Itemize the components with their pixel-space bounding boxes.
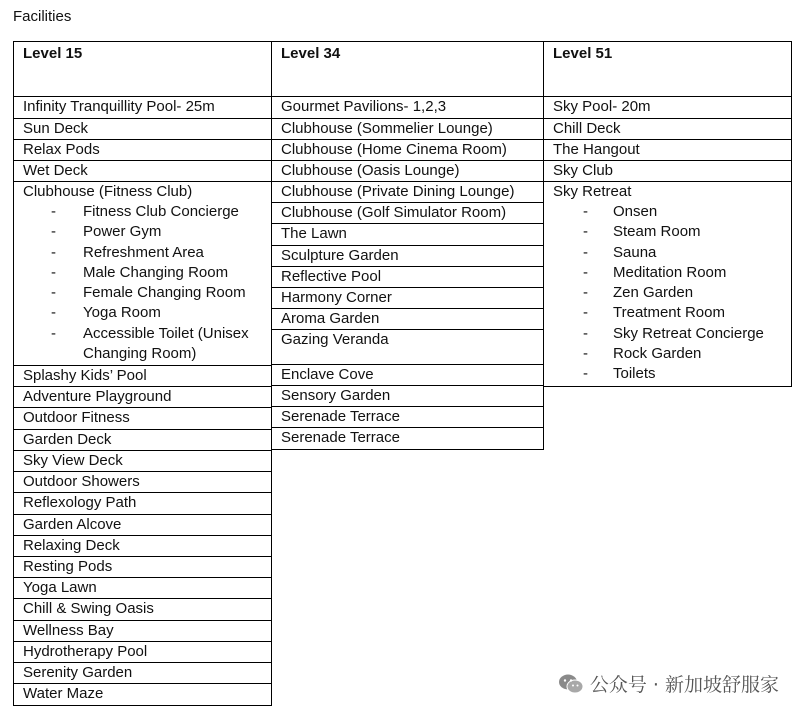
facility-label: Gazing Veranda <box>281 331 389 348</box>
facility-item <box>13 684 272 706</box>
facility-label: Gourmet Pavilions- 1,2,3 <box>281 98 447 115</box>
facility-label: Harmony Corner <box>281 289 392 306</box>
facility-label: The Hangout <box>553 141 640 158</box>
facility-item <box>13 578 272 599</box>
facility-item <box>272 140 544 161</box>
sub-facility-item <box>23 283 262 303</box>
facility-item <box>13 119 272 140</box>
facility-label: Clubhouse (Home Cinema Room) <box>281 141 507 158</box>
facility-label: Clubhouse (Oasis Lounge) <box>281 162 460 179</box>
facility-label: Sky Club <box>553 162 614 179</box>
facility-item <box>544 161 792 182</box>
facility-item <box>272 203 544 224</box>
facility-label: Water Maze <box>23 685 104 702</box>
facility-label: Clubhouse (Fitness Club) <box>23 183 193 200</box>
facility-item <box>13 557 272 578</box>
facility-label: Reflective Pool <box>281 268 382 285</box>
facility-item <box>272 407 544 428</box>
facility-label: Garden Alcove <box>23 516 122 533</box>
column-level-51 <box>544 41 792 387</box>
facility-item <box>272 428 544 450</box>
facility-item <box>272 246 544 267</box>
sub-facility-label: Toilets <box>613 365 656 383</box>
bullet-dash: - <box>583 243 588 261</box>
bullet-dash: - <box>51 304 56 322</box>
facility-label: Chill Deck <box>553 120 621 137</box>
sub-facility-label: Treatment Room <box>613 304 725 322</box>
facility-item <box>13 140 272 161</box>
sub-facility-item <box>553 243 782 263</box>
sub-facility-label: Power Gym <box>83 223 162 241</box>
bullet-dash: - <box>583 324 588 342</box>
facility-label: Yoga Lawn <box>23 579 97 596</box>
facility-list <box>544 97 792 387</box>
sub-facility-label: Accessible Toilet (Unisex Changing Room) <box>83 324 249 363</box>
facility-label: Relax Pods <box>23 141 100 158</box>
bullet-dash: - <box>583 304 588 322</box>
facility-group <box>544 182 792 387</box>
facility-label: Serenity Garden <box>23 664 133 681</box>
sub-facility-label: Male Changing Room <box>83 263 229 281</box>
facility-label: Outdoor Showers <box>23 473 140 490</box>
facility-label: Infinity Tranquillity Pool- 25m <box>23 98 215 115</box>
facility-item <box>272 119 544 140</box>
wechat-icon <box>558 673 584 695</box>
sub-facility-label: Sky Retreat Concierge <box>613 324 764 342</box>
facility-label: The Lawn <box>281 225 347 242</box>
facility-label: Reflexology Path <box>23 494 137 511</box>
sub-facility-item <box>23 324 262 365</box>
sub-facility-label: Onsen <box>613 203 658 220</box>
facility-group <box>13 182 272 366</box>
facility-label: Aroma Garden <box>281 310 380 327</box>
facility-item <box>13 387 272 408</box>
facility-label: Clubhouse (Sommelier Lounge) <box>281 120 493 137</box>
bullet-dash: - <box>583 263 588 281</box>
sub-facility-item <box>23 222 262 242</box>
facility-label: Wet Deck <box>23 162 88 179</box>
facility-label: Splashy Kids’ Pool <box>23 367 147 384</box>
facility-item <box>13 621 272 642</box>
bullet-dash: - <box>51 243 56 261</box>
facility-label: Outdoor Fitness <box>23 409 130 426</box>
facility-item <box>13 430 272 451</box>
facility-item <box>272 161 544 182</box>
sub-facility-item <box>553 303 782 323</box>
facility-item <box>272 365 544 386</box>
facility-item <box>272 224 544 246</box>
facility-item <box>272 182 544 203</box>
facility-label: Relaxing Deck <box>23 537 120 554</box>
facility-label: Garden Deck <box>23 431 112 448</box>
facility-item <box>13 451 272 472</box>
sub-facility-label: Zen Garden <box>613 284 694 302</box>
facility-item <box>272 288 544 309</box>
facility-label: Adventure Playground <box>23 388 172 405</box>
bullet-dash: - <box>51 284 56 302</box>
facility-label: Wellness Bay <box>23 622 114 639</box>
facility-item <box>13 493 272 515</box>
facility-label: Enclave Cove <box>281 366 374 383</box>
facility-item <box>13 97 272 119</box>
bullet-dash: - <box>583 223 588 241</box>
sub-facility-item <box>553 283 782 303</box>
bullet-dash: - <box>51 203 56 220</box>
sub-facility-label: Meditation Room <box>613 263 727 281</box>
facility-label: Sensory Garden <box>281 387 391 404</box>
sub-facility-item <box>553 324 782 344</box>
sub-facility-label: Sauna <box>613 243 657 261</box>
facility-label: Hydrotherapy Pool <box>23 643 148 660</box>
facility-label: Sky Pool- 20m <box>553 98 651 115</box>
sub-facility-label: Female Changing Room <box>83 284 246 302</box>
sub-facility-item <box>553 364 782 384</box>
facility-item <box>13 599 272 621</box>
page-title: Facilities <box>13 8 72 25</box>
facility-label: Sculpture Garden <box>281 247 399 264</box>
facility-list <box>272 97 544 450</box>
facility-label: Chill & Swing Oasis <box>23 600 154 617</box>
sub-facility-label: Refreshment Area <box>83 243 204 261</box>
facility-item <box>272 309 544 330</box>
bullet-dash: - <box>583 365 588 383</box>
bullet-dash: - <box>583 345 588 363</box>
facility-label: Clubhouse (Golf Simulator Room) <box>281 204 507 221</box>
facility-item <box>544 97 792 119</box>
column-header: Level 15 <box>13 41 272 97</box>
sub-facility-item <box>23 303 262 323</box>
sub-facility-item <box>23 243 262 263</box>
watermark-text: 公众号 · 新加坡舒服家 <box>589 674 779 696</box>
sub-facility-label: Rock Garden <box>613 345 702 363</box>
facility-item <box>13 408 272 430</box>
bullet-dash: - <box>583 203 588 220</box>
column-header: Level 34 <box>272 41 544 97</box>
facility-item <box>13 663 272 684</box>
facility-item <box>272 267 544 288</box>
column-header: Level 51 <box>544 41 792 97</box>
sub-facility-item <box>553 263 782 283</box>
facility-label: Serenade Terrace <box>281 429 400 446</box>
facility-list <box>13 97 272 706</box>
facility-label: Sky View Deck <box>23 452 123 469</box>
facility-item <box>13 515 272 536</box>
watermark <box>558 670 779 697</box>
bullet-dash: - <box>51 324 56 342</box>
column-level-34 <box>272 41 544 450</box>
facility-item <box>272 97 544 119</box>
facility-item <box>272 330 544 365</box>
facility-label: Serenade Terrace <box>281 408 400 425</box>
column-level-15 <box>13 41 272 706</box>
facility-item <box>544 119 792 140</box>
facility-item <box>13 472 272 493</box>
facility-item <box>13 161 272 182</box>
sub-facility-label: Steam Room <box>613 223 701 241</box>
sub-facility-item <box>23 263 262 283</box>
facility-item <box>13 366 272 387</box>
facility-item <box>544 140 792 161</box>
bullet-dash: - <box>51 223 56 241</box>
bullet-dash: - <box>583 284 588 302</box>
sub-facility-label: Yoga Room <box>83 304 161 322</box>
sub-facility-item <box>553 222 782 242</box>
facility-label: Sky Retreat <box>553 183 632 200</box>
bullet-dash: - <box>51 263 56 281</box>
facility-label: Sun Deck <box>23 120 89 137</box>
facility-item <box>13 642 272 663</box>
sub-facility-item <box>553 344 782 364</box>
facility-label: Clubhouse (Private Dining Lounge) <box>281 183 515 200</box>
facility-item <box>13 536 272 557</box>
sub-facility-label: Fitness Club Concierge <box>83 203 239 220</box>
sub-facility-item <box>553 202 782 222</box>
facility-label: Resting Pods <box>23 558 113 575</box>
facility-item <box>272 386 544 407</box>
sub-facility-item <box>23 202 262 222</box>
